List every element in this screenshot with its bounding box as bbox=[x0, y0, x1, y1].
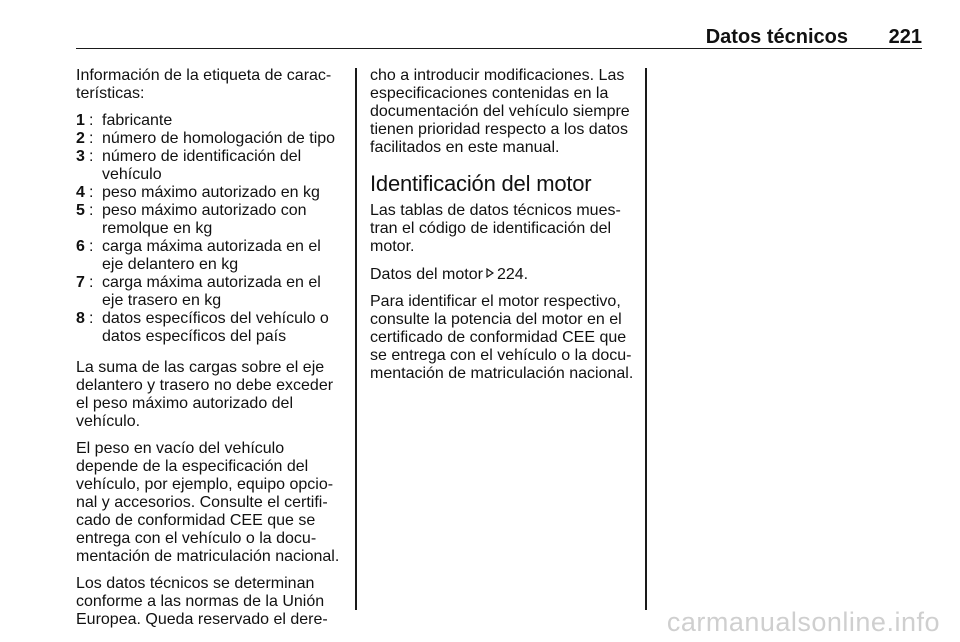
right-triangle-arrow-icon bbox=[486, 265, 494, 283]
left-column bbox=[76, 67, 354, 638]
page-header bbox=[76, 26, 922, 49]
engine-data-reference bbox=[370, 265, 638, 284]
right-column bbox=[370, 67, 638, 392]
list-item bbox=[76, 148, 354, 184]
item-text bbox=[102, 238, 354, 274]
item-separator: : bbox=[89, 130, 94, 147]
text-line: motor. bbox=[370, 238, 415, 255]
empty-weight-paragraph bbox=[76, 440, 354, 566]
item-number: 6 bbox=[76, 238, 85, 255]
text-line: facilitados en este manual. bbox=[370, 139, 560, 156]
text-line: especificaciones contenidas en la bbox=[370, 85, 609, 102]
text-line: Para identificar el motor respectivo, bbox=[370, 293, 621, 310]
item-line: peso máximo autorizado con bbox=[102, 202, 307, 219]
item-text bbox=[102, 130, 354, 148]
reference-page-link[interactable]: 224. bbox=[496, 266, 529, 283]
item-number: 7 bbox=[76, 274, 85, 291]
page-number: 221 bbox=[888, 26, 922, 48]
text-line: vehículo. bbox=[76, 413, 141, 430]
item-line: datos específicos del país bbox=[102, 328, 287, 345]
item-text bbox=[102, 148, 354, 184]
item-separator: : bbox=[89, 238, 94, 255]
text-line: Europea. Queda reservado el dere- bbox=[76, 611, 328, 628]
list-item bbox=[76, 202, 354, 238]
item-number: 2 bbox=[76, 130, 85, 147]
item-line: remolque en kg bbox=[102, 220, 213, 237]
item-line: datos específicos del vehículo o bbox=[102, 310, 329, 327]
list-item bbox=[76, 310, 354, 346]
text-line: nal y accesorios. Consulte el certifi- bbox=[76, 494, 328, 511]
item-number: 8 bbox=[76, 310, 85, 327]
text-line: entrega con el vehículo o la docu- bbox=[76, 530, 317, 547]
final-paragraph bbox=[370, 293, 638, 383]
text-line: tran el código de identificación del bbox=[370, 220, 612, 237]
column-divider bbox=[355, 68, 357, 610]
item-number: 5 bbox=[76, 202, 85, 219]
intro-line: terísticas: bbox=[76, 85, 145, 102]
text-line: certificado de conformidad CEE que bbox=[370, 329, 627, 346]
page-title: Datos técnicos bbox=[705, 26, 848, 48]
text-line: el peso máximo autorizado del bbox=[76, 395, 294, 412]
column-divider bbox=[645, 68, 647, 610]
label-fields-list bbox=[76, 112, 354, 346]
text-line: El peso en vacío del vehículo bbox=[76, 440, 285, 457]
item-line: carga máxima autorizada en el bbox=[102, 238, 321, 255]
intro-paragraph bbox=[76, 67, 354, 103]
item-separator: : bbox=[89, 148, 94, 165]
text-line: mentación de matriculación nacional. bbox=[76, 548, 340, 565]
item-text bbox=[102, 310, 354, 346]
item-text bbox=[102, 112, 354, 130]
text-line: conforme a las normas de la Unión bbox=[76, 593, 325, 610]
item-separator: : bbox=[89, 202, 94, 219]
intro-line: Información de la etiqueta de carac- bbox=[76, 67, 332, 84]
item-line: número de homologación de tipo bbox=[102, 130, 336, 147]
text-line: vehículo, por ejemplo, equipo opcio- bbox=[76, 476, 334, 493]
text-line: mentación de matriculación nacional. bbox=[370, 365, 634, 382]
list-item bbox=[76, 274, 354, 310]
load-sum-paragraph bbox=[76, 359, 354, 431]
item-number: 4 bbox=[76, 184, 85, 201]
item-line: eje trasero en kg bbox=[102, 292, 222, 309]
item-line: eje delantero en kg bbox=[102, 256, 239, 273]
eu-standards-paragraph bbox=[76, 575, 354, 629]
text-line: cho a introducir modificaciones. Las bbox=[370, 67, 625, 84]
item-line: peso máximo autorizado en kg bbox=[102, 184, 320, 201]
list-item bbox=[76, 238, 354, 274]
item-number: 1 bbox=[76, 112, 85, 129]
text-line: documentación del vehículo siempre bbox=[370, 103, 630, 120]
text-line: consulte la potencia del motor en el bbox=[370, 311, 622, 328]
text-line: Los datos técnicos se determinan bbox=[76, 575, 315, 592]
text-line: se entrega con el vehículo o la docu- bbox=[370, 347, 632, 364]
section-intro-paragraph bbox=[370, 202, 638, 256]
list-item bbox=[76, 112, 354, 130]
text-line: Las tablas de datos técnicos mues- bbox=[370, 202, 621, 219]
item-line: fabricante bbox=[102, 112, 173, 129]
item-line: carga máxima autorizada en el bbox=[102, 274, 321, 291]
text-line: cado de conformidad CEE que se bbox=[76, 512, 316, 529]
continuation-paragraph bbox=[370, 67, 638, 157]
item-text bbox=[102, 274, 354, 310]
item-text bbox=[102, 202, 354, 238]
text-line: depende de la especificación del bbox=[76, 458, 309, 475]
watermark: carmanualsonline.info bbox=[666, 607, 940, 637]
reference-text: Datos del motor bbox=[370, 266, 483, 283]
item-separator: : bbox=[89, 184, 94, 201]
text-line: delantero y trasero no debe exceder bbox=[76, 377, 334, 394]
item-line: número de identificación del bbox=[102, 148, 302, 165]
item-text bbox=[102, 184, 354, 202]
list-item bbox=[76, 184, 354, 202]
section-heading: Identificación del motor bbox=[370, 171, 592, 196]
text-line: La suma de las cargas sobre el eje bbox=[76, 359, 325, 376]
item-line: vehículo bbox=[102, 166, 162, 183]
list-item bbox=[76, 130, 354, 148]
item-separator: : bbox=[89, 274, 94, 291]
item-number: 3 bbox=[76, 148, 85, 165]
item-separator: : bbox=[89, 310, 94, 327]
text-line: tienen prioridad respecto a los datos bbox=[370, 121, 628, 138]
item-separator: : bbox=[89, 112, 94, 129]
